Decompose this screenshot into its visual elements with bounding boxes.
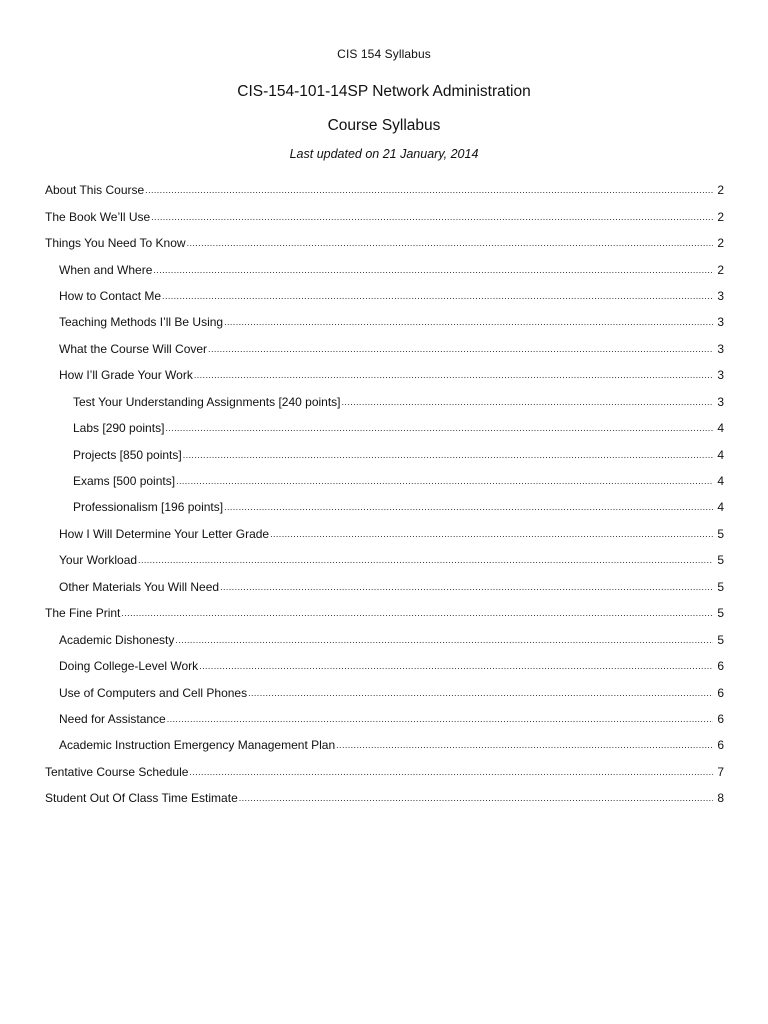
- toc-entry-page-number: 2: [717, 209, 724, 224]
- toc-entry[interactable]: [0, 415, 768, 441]
- toc-entry-page-number: 6: [717, 738, 724, 753]
- toc-entry-page-number: 5: [717, 553, 724, 568]
- toc-dot-leader: [187, 236, 713, 250]
- toc-entry-label[interactable]: Your Workload: [59, 553, 138, 568]
- toc-entry[interactable]: [0, 468, 768, 494]
- toc-entry-label[interactable]: Need for Assistance: [59, 711, 166, 726]
- toc-entry[interactable]: [0, 679, 768, 705]
- toc-entry-page-number: 5: [717, 526, 724, 541]
- toc-entry[interactable]: [0, 441, 768, 467]
- toc-entry-page-number: 3: [717, 341, 724, 356]
- toc-entry-label[interactable]: Labs [290 points]: [73, 421, 165, 436]
- toc-entry-page-number: 5: [717, 632, 724, 647]
- toc-dot-leader: [189, 765, 713, 779]
- toc-entry-page-number: 3: [717, 315, 724, 330]
- table-of-contents: [0, 177, 768, 812]
- toc-entry-page-number: 3: [717, 288, 724, 303]
- toc-dot-leader: [270, 527, 713, 541]
- toc-dot-leader: [175, 633, 713, 647]
- toc-entry-label[interactable]: About This Course: [45, 183, 145, 198]
- toc-entry[interactable]: [0, 203, 768, 229]
- toc-entry[interactable]: [0, 362, 768, 388]
- toc-entry-label[interactable]: Doing College-Level Work: [59, 659, 199, 674]
- toc-entry[interactable]: [0, 283, 768, 309]
- toc-entry-page-number: 3: [717, 368, 724, 383]
- toc-entry[interactable]: [0, 230, 768, 256]
- toc-dot-leader: [138, 553, 713, 567]
- toc-entry[interactable]: [0, 309, 768, 335]
- toc-entry-page-number: 5: [717, 606, 724, 621]
- toc-dot-leader: [248, 686, 713, 700]
- toc-entry[interactable]: [0, 626, 768, 652]
- toc-dot-leader: [220, 580, 713, 594]
- toc-entry[interactable]: [0, 547, 768, 573]
- toc-dot-leader: [121, 606, 713, 620]
- toc-entry-label[interactable]: How I’ll Grade Your Work: [59, 368, 193, 383]
- toc-entry[interactable]: [0, 600, 768, 626]
- toc-dot-leader: [336, 738, 713, 752]
- document-title: CIS-154-101-14SP Network Administration: [237, 83, 531, 100]
- toc-entry-page-number: 5: [717, 579, 724, 594]
- toc-dot-leader: [162, 289, 713, 303]
- toc-entry-label[interactable]: Exams [500 points]: [73, 474, 176, 489]
- toc-entry[interactable]: [0, 574, 768, 600]
- toc-entry-label[interactable]: Professionalism [196 points]: [73, 500, 224, 515]
- toc-entry-page-number: 3: [717, 394, 724, 409]
- toc-entry[interactable]: [0, 785, 768, 811]
- toc-entry-label[interactable]: The Book We’ll Use: [45, 209, 151, 224]
- toc-entry-label[interactable]: Things You Need To Know: [45, 236, 186, 251]
- toc-entry-label[interactable]: The Fine Print: [45, 606, 121, 621]
- toc-entry[interactable]: [0, 732, 768, 758]
- toc-entry[interactable]: [0, 521, 768, 547]
- toc-entry[interactable]: [0, 336, 768, 362]
- toc-dot-leader: [165, 421, 713, 435]
- toc-entry-label[interactable]: Teaching Methods I’ll Be Using: [59, 315, 224, 330]
- toc-entry-label[interactable]: Academic Dishonesty: [59, 632, 175, 647]
- toc-entry-page-number: 2: [717, 183, 724, 198]
- toc-entry-label[interactable]: What the Course Will Cover: [59, 341, 208, 356]
- toc-dot-leader: [224, 315, 713, 329]
- toc-entry-label[interactable]: Projects [850 points]: [73, 447, 182, 462]
- toc-entry-label[interactable]: Tentative Course Schedule: [45, 764, 189, 779]
- toc-dot-leader: [167, 712, 713, 726]
- toc-entry-label[interactable]: Academic Instruction Emergency Management Plan: [59, 738, 336, 753]
- last-updated-note: Last updated on 21 January, 2014: [289, 147, 479, 161]
- toc-entry-page-number: 2: [717, 236, 724, 251]
- toc-dot-leader: [151, 210, 713, 224]
- toc-entry-page-number: 2: [717, 262, 724, 277]
- toc-dot-leader: [239, 791, 713, 805]
- toc-entry-page-number: 8: [717, 791, 724, 806]
- toc-entry-page-number: 6: [717, 685, 724, 700]
- toc-entry-page-number: 6: [717, 659, 724, 674]
- toc-dot-leader: [342, 395, 713, 409]
- document-subtitle: Course Syllabus: [327, 117, 441, 134]
- toc-entry[interactable]: [0, 706, 768, 732]
- toc-dot-leader: [208, 342, 713, 356]
- toc-dot-leader: [153, 263, 713, 277]
- toc-dot-leader: [199, 659, 713, 673]
- toc-dot-leader: [183, 448, 713, 462]
- toc-entry-page-number: 4: [717, 421, 724, 436]
- toc-entry[interactable]: [0, 389, 768, 415]
- toc-dot-leader: [176, 474, 713, 488]
- toc-entry[interactable]: [0, 494, 768, 520]
- page-header: CIS 154 Syllabus: [337, 47, 431, 61]
- toc-entry[interactable]: [0, 653, 768, 679]
- toc-entry[interactable]: [0, 177, 768, 203]
- toc-entry-page-number: 7: [717, 764, 724, 779]
- toc-entry[interactable]: [0, 256, 768, 282]
- toc-entry-page-number: 4: [717, 500, 724, 515]
- toc-entry-label[interactable]: Test Your Understanding Assignments [240 points]: [73, 394, 341, 409]
- toc-dot-leader: [224, 500, 713, 514]
- toc-entry-label[interactable]: When and Where: [59, 262, 153, 277]
- toc-entry[interactable]: [0, 759, 768, 785]
- toc-entry-label[interactable]: Student Out Of Class Time Estimate: [45, 791, 238, 806]
- toc-entry-page-number: 6: [717, 711, 724, 726]
- toc-entry-page-number: 4: [717, 447, 724, 462]
- toc-entry-page-number: 4: [717, 474, 724, 489]
- toc-entry-label[interactable]: Other Materials You Will Need: [59, 579, 220, 594]
- toc-entry-label[interactable]: Use of Computers and Cell Phones: [59, 685, 248, 700]
- toc-dot-leader: [194, 368, 713, 382]
- toc-entry-label[interactable]: How I Will Determine Your Letter Grade: [59, 526, 270, 541]
- toc-dot-leader: [145, 183, 713, 197]
- toc-entry-label[interactable]: How to Contact Me: [59, 288, 162, 303]
